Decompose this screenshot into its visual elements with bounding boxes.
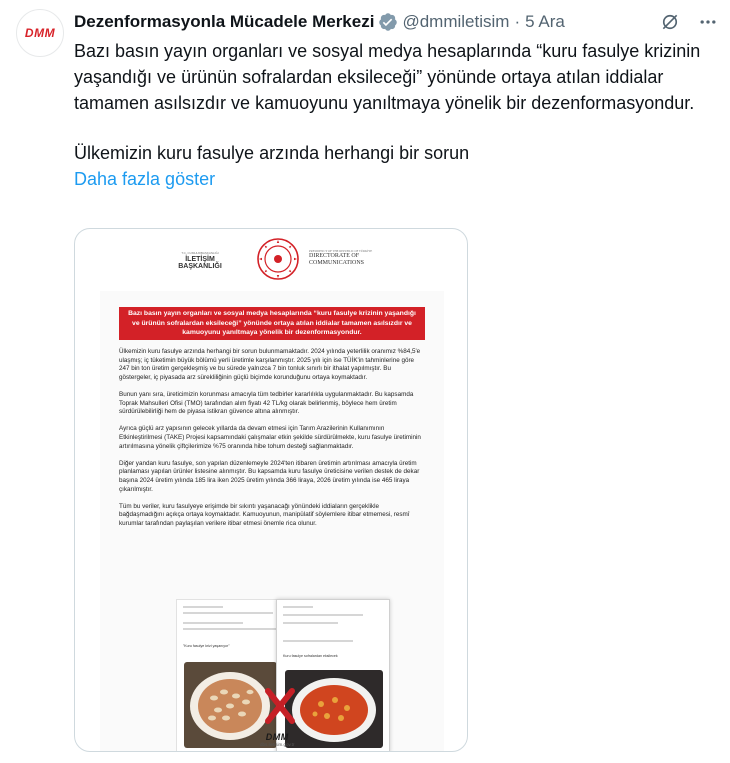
verified-badge-icon (378, 12, 398, 32)
example-post-card (276, 599, 390, 752)
show-more-link[interactable]: Daha fazla göster (74, 169, 216, 189)
author-name[interactable]: Dezenformasyonla Mücadele Merkezi (74, 12, 375, 31)
dmm-footer-logo: DMM (265, 732, 289, 742)
author-avatar[interactable] (16, 9, 64, 57)
post-caption: Kuru fasulye sofralardan eksilecek (283, 654, 338, 658)
dmm-footer-url: dbs.iletisim.gov.tr (260, 742, 295, 747)
tweet-text (74, 38, 719, 192)
press-release-body (119, 348, 425, 537)
more-options-icon[interactable] (698, 12, 718, 32)
tweet-paragraph-2: Ülkemizin kuru fasulye arzında herhangi bir sorun (74, 143, 470, 163)
example-posts-collage (176, 599, 390, 752)
soup-photo (285, 670, 383, 748)
presidential-emblem-icon (255, 236, 301, 282)
directorate-logo-text: PRESIDENCY OF THE REPUBLIC OF TÜRKİYE DIRECTORATE OF COMMUNICATIONS (309, 249, 373, 266)
cross-mark-icon (262, 685, 298, 727)
tweet-header (74, 11, 718, 33)
press-paragraph: Bunun yanı sıra, üreticimizin korunması amacıyla tüm tedbirler kararlılıkla uygulanmaktadır. Bu kapsamda Toprak Mahsulleri Ofisi (TMO) tarafından alım fiyatı 42 TL/kg olarak belirlenmiş, böylece hem üretim sürdürülebilirliği hem de piyasa istikrarı güvence altına alınmıştır. (119, 390, 414, 416)
grok-icon[interactable] (660, 12, 680, 32)
avatar-text: DMM (24, 26, 56, 40)
press-release-document (100, 291, 444, 752)
dmm-footer (260, 732, 294, 747)
tweet-timestamp[interactable]: 5 Ara (525, 12, 565, 31)
press-paragraph: Ülkemizin kuru fasulye arzında herhangi bir sorun bulunmamaktadır. 2024 yılında yeterlilik oranımız %84,5'e ulaşmış; iç tüketimin büyük bölümü yerli üretimle karşılanmıştır. 2025 yılı için ise TÜİK'in tahminlerine göre 247 bin ton üretim gerçekleşmiş ve bu sürede yalnızca 7 bin tonluk sınırlı bir ithalat yapılmıştır. Bu göstergeler, iç piyasada arz sürekliliğinin güçlü biçimde korunduğunu ortaya koymaktadır. (119, 348, 421, 381)
tweet-media-image[interactable] (74, 228, 468, 752)
press-release-headline: Bazı basın yayın organları ve sosyal medya hesaplarında “kuru fasulye krizinin yaşandığı ve ürünün sofralardan eksileceği” yönünde ortaya atılan iddialar tamamen asılsızdır ve kamuoyunu yanıltmaya yönelik bir dezenformasyondur. (119, 307, 425, 340)
separator-dot: · (514, 12, 521, 31)
iletisim-logo-text: T.C. CUMHURBAŞKANLIĞI İLETİŞİM BAŞKANLIĞI (178, 251, 222, 270)
press-paragraph: Tüm bu veriler, kuru fasulyeye erişimde bir sıkıntı yaşanacağı yönündeki iddiaların gerçeklikle bağdaşmadığını açıkça ortaya koymaktadır. Kamuoyunun, manipülatif söylemlere itibar etmemesi, resmî kurumlar tarafından paylaşılan verilere itibar etmesi önemle rica olunur. (119, 502, 410, 527)
press-paragraph: Diğer yandan kuru fasulye, son yapılan düzenlemeyle 2024'ten itibaren üretimin artırılması amacıyla üretim planlaması yapılan ürünler listesine alınmıştır. Bu kapsamda kuru fasulye üreticisine verilen destek de dekar başına 2024 üretim yılında 185 lira iken 2025 üretim yılında 366 liraya, 2026 üretim yılında ise 465 liraya çıkarılmıştır. (119, 459, 420, 493)
tweet-paragraph-1: Bazı basın yayın organları ve sosyal medya hesaplarında “kuru fasulye krizinin yaşandığı ve ürünün sofralardan eksileceği” yönünde ortaya atılan iddialar tamamen asılsızdır ve kamuoyunu yanıltmaya yönelik bir dezenformasyondur. (74, 41, 701, 113)
press-paragraph: Ayrıca güçlü arz yapısının gelecek yıllarda da devam etmesi için Tarım Arazilerinin Kullanımının Etkinleştirilmesi (TAKE) Projesi kapsamındaki çalışmalar etkin şekilde sürdürülmekte, kuru fasulye üretiminin artırılmasına yönelik çiftçilerimize %75 oranında hibe tohum desteği sağlanmaktadır. (119, 425, 421, 450)
example-post-card (176, 599, 288, 752)
author-handle[interactable]: @dmmiletisim (402, 12, 510, 31)
post-caption: "Kuru fasulye krizi yaşanıyor" (183, 644, 230, 648)
